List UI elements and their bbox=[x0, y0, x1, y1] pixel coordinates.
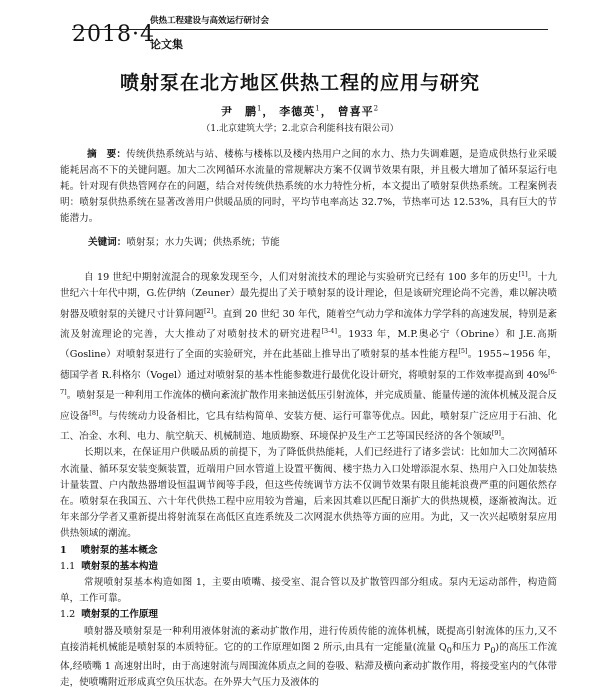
author-affil-mark: 1 bbox=[315, 104, 321, 113]
author-name: 尹 鹏 bbox=[220, 105, 257, 118]
citation: [1] bbox=[518, 270, 528, 278]
citation: [9] bbox=[491, 428, 501, 437]
paragraph-1-1: 常规喷射泵基本构造如图 1，主要由喷嘴、接受室、混合管以及扩散管四部分组成。泵内无运动部件，构造简单，工作可靠。 bbox=[60, 576, 557, 605]
author-name: 李德英 bbox=[279, 105, 316, 118]
author-name: 曾喜平 bbox=[337, 105, 374, 118]
section-label: 论文集 bbox=[150, 38, 183, 51]
keywords bbox=[88, 234, 280, 248]
subsection-heading-1-1: 1.1 喷射泵的基本构造 bbox=[60, 560, 159, 572]
abstract bbox=[60, 147, 557, 227]
author-list: 尹 鹏$^1$， 李德英$^1$， 曾喜平$^2$ bbox=[220, 104, 380, 118]
paragraph-1-2: 喷射器及喷射泵是一种利用液体射流的紊动扩散作用，进行传质传能的流体机械，既提高引射流体的压力,又不直接消耗机械能是喷射泵的本质特征。它的的工作原理如图 2 所示,由具有一定能量(流量 $Q_0$和压力 $P_0$)的高压工作流体,经喷嘴 1 高速射出时，由于高速射流与周围流体质点之间的卷吸、粘滞及横向紊动扩散作用，将接受室内的气体带走，使喷嘴附近形成真空负压状态。在外界大气压力及液体的 bbox=[60, 625, 557, 689]
intro-paragraph-1: 自 19 世纪中期射流混合的现象发现至今，人们对射流技术的理论与实验研究已经有 100 多年的历史[1]。十九世纪六十年代中期，G.佐伊纳（Zeuner）最先提出了关于喷射泵的设计理论，但是该研究理论尚不完善，难以解决喷射器及喷射泵的关键尺寸计算问题[2]。直到 20 世纪 30 年代，随着空气动力学和流体力学学科的高速发展，特别是紊流及射流理论的完善，大大推动了对喷射技术的研究进程[3-4]。1933 年，M.P.奥必宁（Obrine）和 J.E.高斯（Gosline）对喷射泵进行了全面的实验研究，并在此基础上推导出了喷射泵的基本性能方程[5]。1955~1956 年，德国学者 R.科格尔（Vogel）通过对喷射泵的基本性能参数进行最优化设计研究，将喷射泵的工作效率提高到 40%[6-7]。喷射泵是一种利用工作流体的横向紊流扩散作用来抽送低压引射流体，并完成质量、能量传递的流体机械及混合反应设备[8]。与传统动力设备相比，它具有结构简单、安装方便、运行可靠等优点。因此，喷射泵广泛应用于石油、化工、冶金、水利、电力、航空航天、机械制造、地质勘察、环境保护及生产工艺等国民经济的各个领域[9]。 bbox=[60, 270, 558, 443]
paper-title: 喷射泵在北方地区供热工程的应用与研究 bbox=[119, 72, 480, 94]
year-issue: 2018·4 bbox=[72, 22, 155, 47]
affiliations: （1.北京建筑大学；2.北京合利能科技有限公司） bbox=[201, 124, 399, 134]
intro-paragraph-2: 长期以来，在保证用户供暖品质的前提下，为了降低供热能耗，人们已经进行了诸多尝试：比如加大二次网循环水流量、循环泵安装变频装置，近端用户回水管道上设置平衡阀、楼宇热力入口处增添混水泵、热用户入口处加装热计量装置、户内散热器增设恒温调节阀等手段，但这些传统调节方法不仅调节效果有限且能耗浪费严重的问题依然存在。喷射泵在我国五、六十年代供热工程中应用较为普遍，后来因其难以匹配日渐扩大的供热规模，逐渐被淘汰。近年来部分学者又重新提出将射流泵在高低区直连系统及二次网混水供热等方面的应用。为此，又一次兴起喷射泵应用供热领域的潮流。 bbox=[60, 447, 557, 540]
citation: [5] bbox=[458, 347, 468, 356]
body-text bbox=[60, 266, 557, 691]
section-heading-1: 1 喷射泵的基本概念 bbox=[60, 544, 158, 556]
author-affil-mark: 1 bbox=[256, 104, 263, 113]
citation: [6-7] bbox=[60, 367, 557, 397]
series-title: 供热工程建设与高效运行研讨会 bbox=[150, 16, 270, 26]
subsection-heading-1-2: 1.2 喷射泵的工作原理 bbox=[60, 609, 159, 621]
citation: [2] bbox=[203, 306, 214, 315]
abstract-label: 摘 要： bbox=[87, 149, 127, 160]
header-rule bbox=[72, 29, 548, 30]
citation: [8] bbox=[89, 408, 99, 417]
keywords-label: 关键词： bbox=[88, 237, 127, 248]
abstract-text: 传统供热系统站与站、楼栋与楼栋以及楼内热用户之间的水力、热力失调难题，是造成供热行业采暖能耗居高不下的关键问题。加大二次网循环水流量的常规解决方案不仅调节效果有限，并且极大增加了循环泵运行电耗。针对现有供热管网存在的问题，结合对传统供热系统的水力特性分析，本文提出了喷射泵供热系统。工程案例表明：喷射泵供热系统在显著改善用户供暖品质的同时，平均节电率高达 32.7%，节热率可达 12.53%，具有巨大的节能潜力。 bbox=[60, 149, 558, 224]
citation: [3-4] bbox=[321, 326, 337, 335]
keywords-text: 喷射泵；水力失调；供热系统；节能 bbox=[126, 237, 280, 248]
author-affil-mark: 2 bbox=[373, 104, 380, 113]
